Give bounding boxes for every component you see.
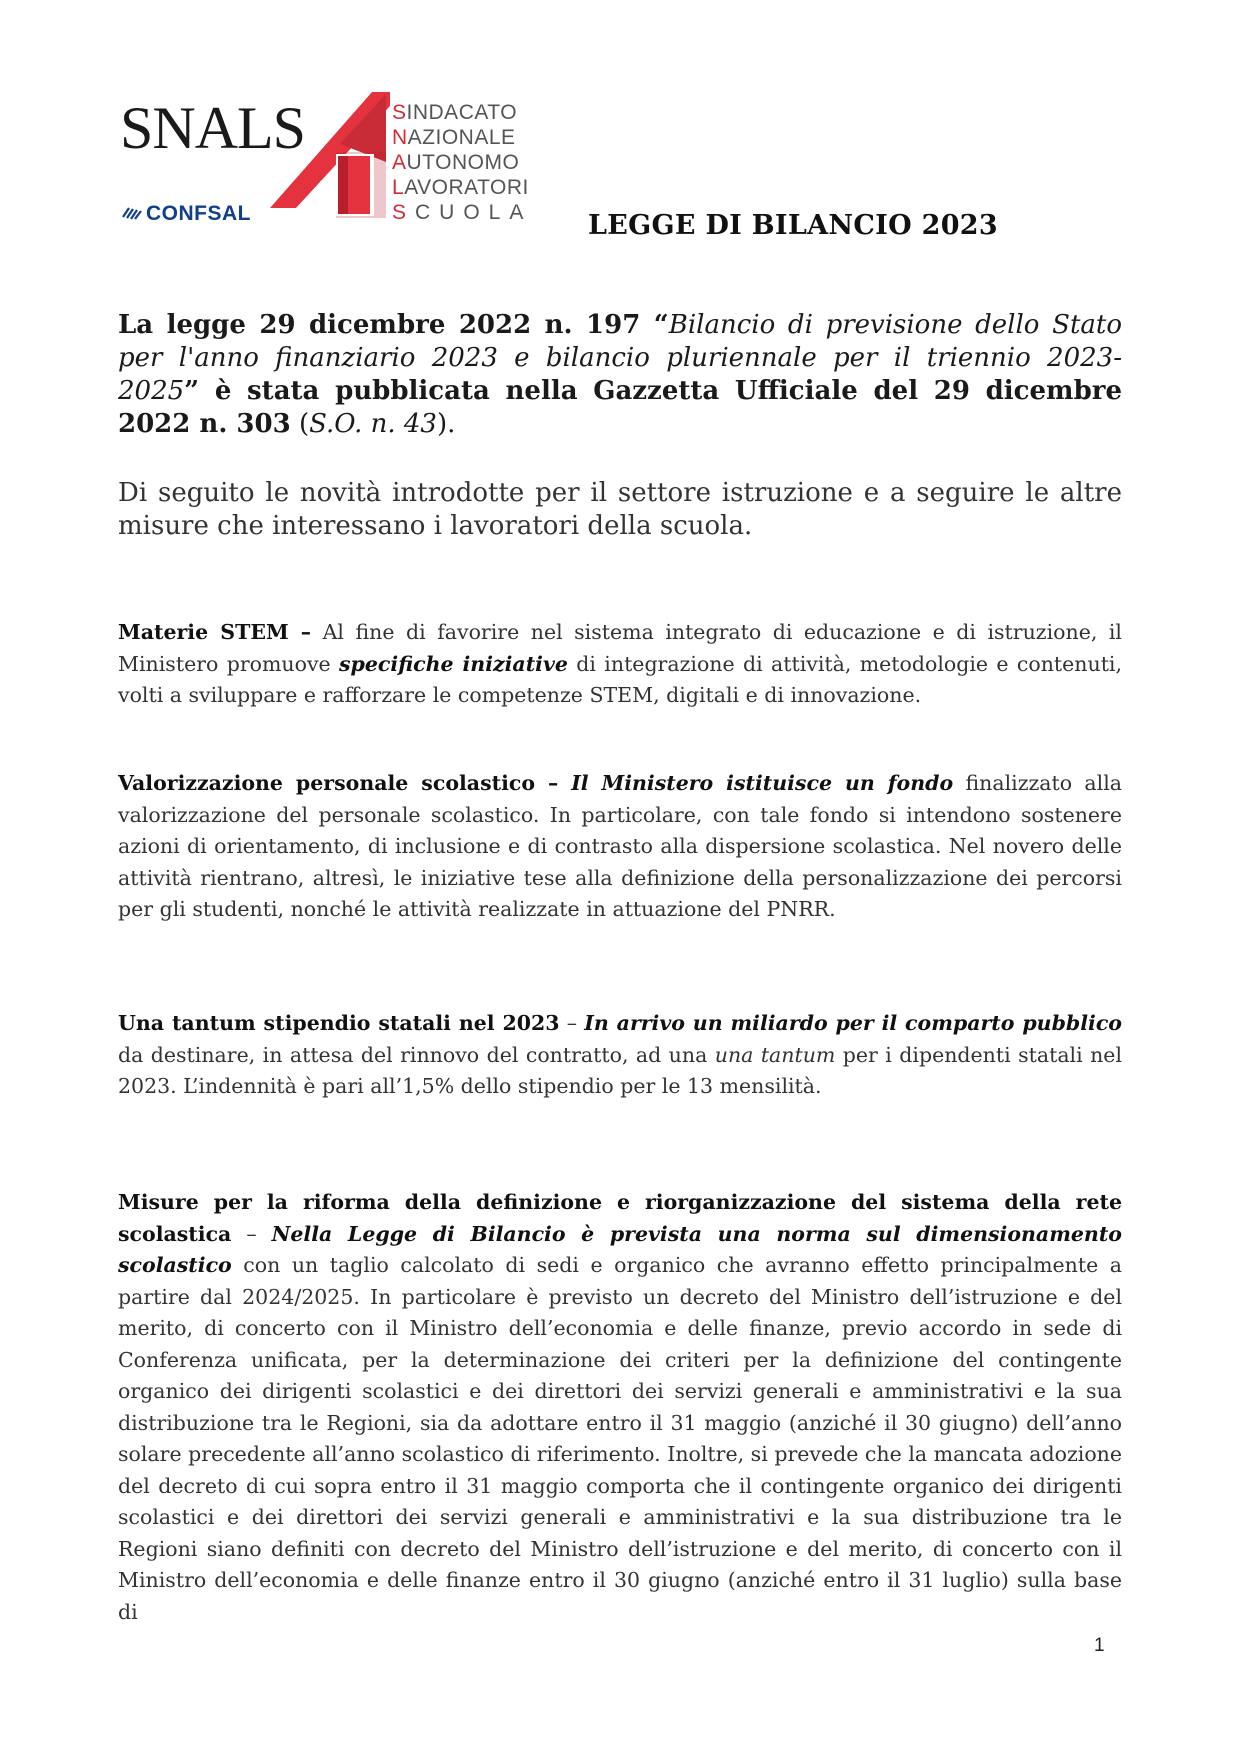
logo-line-5: SCUOLA <box>392 201 533 224</box>
section-heading: Materie STEM – <box>118 620 312 644</box>
confsal-logo <box>122 202 251 226</box>
confsal-label: CONFSAL <box>146 202 251 225</box>
section-valorizzazione: Valorizzazione personale scolastico – Il Ministero istituisce un fondo finalizzato alla valorizzazione del personale scolastico. In particolare, con tale fondo si intendono sostenere azioni di orientamento, di inclusione e di contrasto alla dispersione scolastica. Nel novero delle attività rientrano, altresì, le iniziative tese alla definizione della personalizzazione dei percorsi per gli studenti, nonché le attività realizzate in attuazione del PNRR. <box>118 771 1122 921</box>
snals-logo-graphic <box>270 92 390 222</box>
section-una-tantum: Una tantum stipendio statali nel 2023 – In arrivo un miliardo per il comparto pubblico da destinare, in attesa del rinnovo del contratto, ad una una tantum per i dipendenti statali nel 2023. L’indennità è pari all’1,5% dello stipendio per le 13 mensilità. <box>118 1011 1122 1098</box>
section-heading: Una tantum stipendio statali nel 2023 <box>118 1011 560 1035</box>
section-heading: Valorizzazione personale scolastico – <box>118 771 559 795</box>
confsal-mark-icon <box>122 205 142 221</box>
intro-followup-paragraph: Di seguito le novità introdotte per il settore istruzione e a seguire le altre misure che interessano i lavoratori della scuola. <box>118 478 1122 541</box>
section-heading: Misure per la riforma della definizione e riorganizzazione del sistema della rete scolastica <box>118 1190 1122 1246</box>
logo-line-1: SINDACATO <box>392 101 518 124</box>
intro-paragraph: La legge 29 dicembre 2022 n. 197 “Bilancio di previsione dello Stato per l'anno finanziario 2023 e bilancio pluriennale per il triennio 2023-2025” è stata pubblicata nella Gazzetta Ufficiale del 29 dicembre 2022 n. 303 (S.O. n. 43). <box>118 310 1122 439</box>
section-dimensionamento: Misure per la riforma della definizione e riorganizzazione del sistema della rete scolastica – Nella Legge di Bilancio è prevista una norma sul dimensionamento scolastico con un taglio calcolato di sedi e organico che avranno effetto principalmente a partire dal 2024/2025. In particolare è previsto un decreto del Ministro dell’istruzione e del merito, di concerto con il Ministro dell’economia e delle finanze, previo accordo in sede di Conferenza unificata, per la determinazione dei criteri per la definizione del contingente organico dei dirigenti scolastici e dei direttori dei servizi generali e amministrativi e la sua distribuzione tra le Regioni, sia da adottare entro il 31 maggio (anziché il 30 giugno) dell’anno solare precedente all’anno scolastico di riferimento. Inoltre, si prevede che la mancata adozione del decreto di cui sopra entro il 31 maggio comporta che il contingente organico dei dirigenti scolastici e dei direttori dei servizi generali e amministrativi e la sua distribuzione tra le Regioni siano definiti con decreto del Ministro dell’istruzione e del merito, di concerto con il Ministro dell’economia e delle finanze entro il 30 giugno (anziché entro il 31 luglio) sulla base di <box>118 1190 1122 1624</box>
snals-logo <box>120 92 540 252</box>
page-number: 1 <box>1094 1635 1105 1656</box>
document-title: LEGGE DI BILANCIO 2023 <box>588 210 998 241</box>
logo-line-3: AUTONOMO <box>392 151 520 174</box>
logo-line-4: LAVORATORI <box>392 176 529 199</box>
logo-line-2: NAZIONALE <box>392 126 516 149</box>
section-stem: Materie STEM – Al fine di favorire nel sistema integrato di educazione e di istruzione, il Ministero promuove specifiche iniziative di integrazione di attività, metodologie e contenuti, volti a sviluppare e rafforzare le competenze STEM, digitali e di innovazione. <box>118 620 1123 707</box>
logo-text-block <box>392 100 532 225</box>
snals-wordmark: SNALS <box>120 95 306 161</box>
